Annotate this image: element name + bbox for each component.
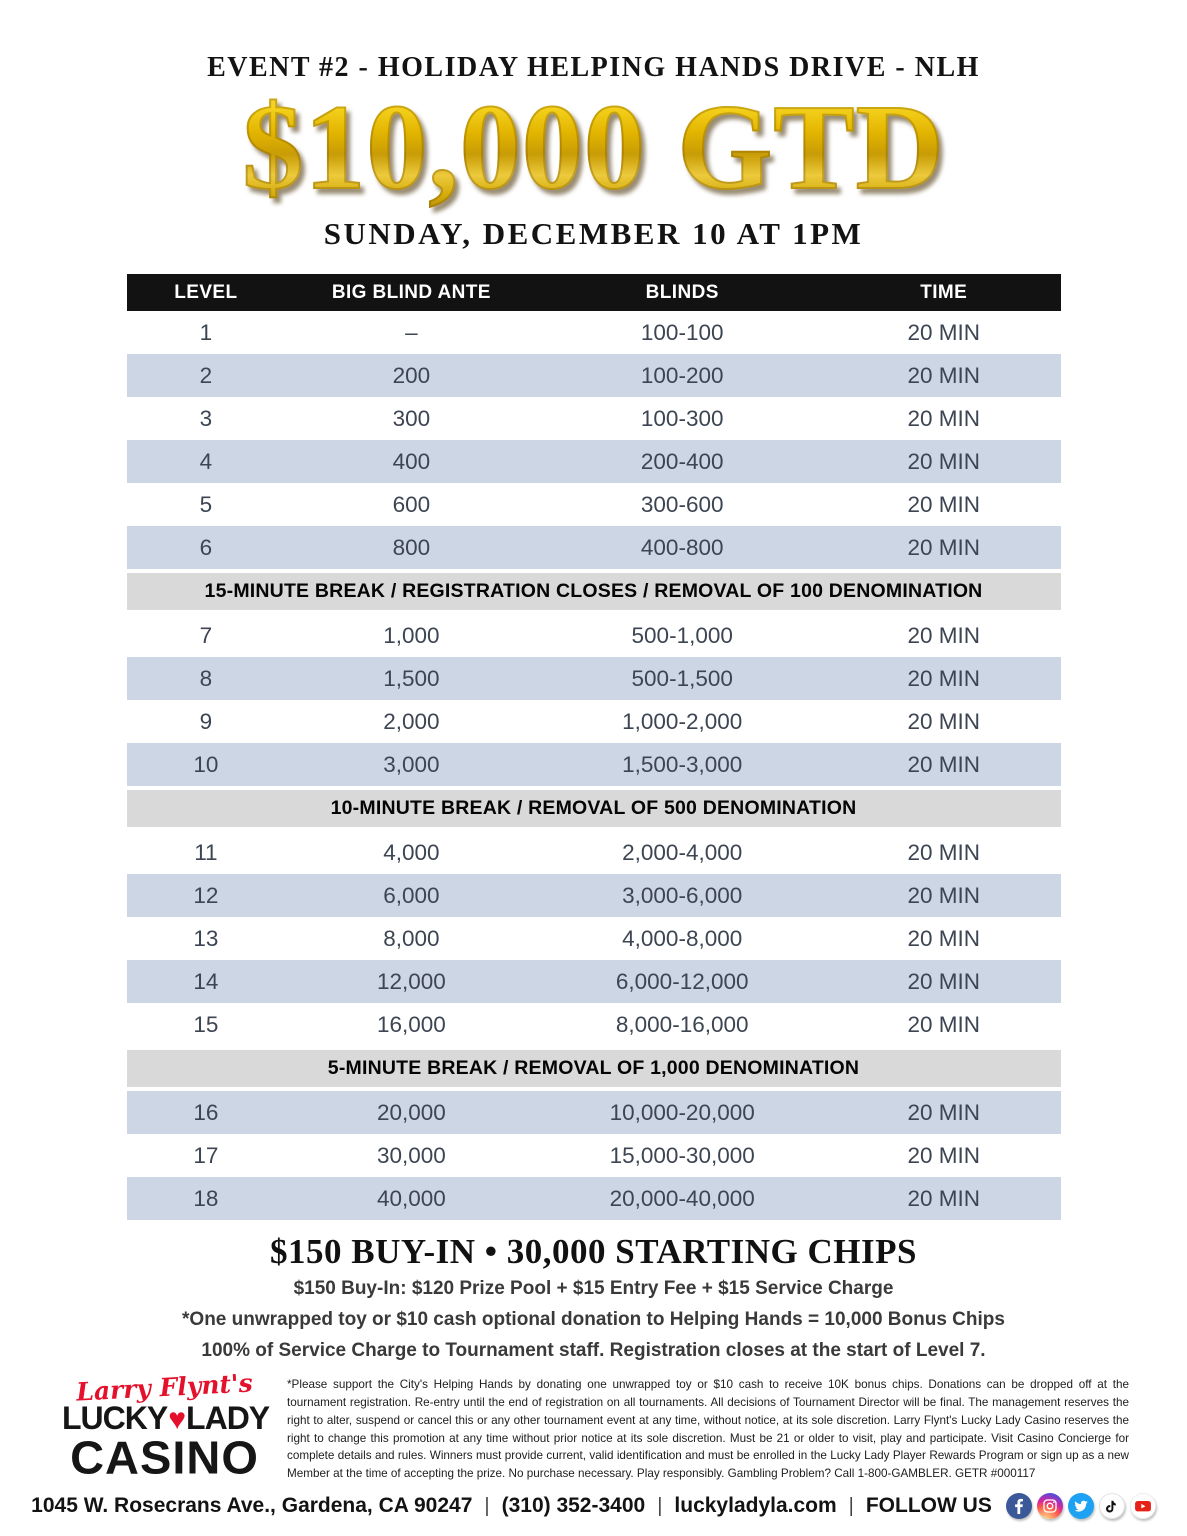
- cell-level: 9: [199, 708, 213, 734]
- table-row: [127, 831, 1061, 874]
- cell-blinds: 4,000-8,000: [622, 925, 743, 951]
- cell-time: 20 MIN: [907, 448, 980, 474]
- cell-blinds: 1,000-2,000: [622, 708, 743, 734]
- guarantee-title: $10,000 GTD: [0, 86, 1187, 210]
- table-row: [127, 1134, 1061, 1177]
- column-header-time: TIME: [920, 281, 968, 303]
- logo-word-casino: CASINO: [70, 1431, 259, 1484]
- cell-time: 20 MIN: [907, 622, 980, 648]
- table-row: [127, 1177, 1061, 1220]
- social-icons: [1006, 1493, 1156, 1519]
- cell-blinds: 100-200: [640, 362, 724, 388]
- table-row: [127, 960, 1061, 1003]
- cell-blinds: 500-1,000: [631, 622, 733, 648]
- casino-logo: [62, 1368, 270, 1484]
- cell-time: 20 MIN: [907, 362, 980, 388]
- cell-time: 20 MIN: [907, 751, 980, 777]
- tiktok-icon[interactable]: [1099, 1493, 1125, 1519]
- twitter-icon[interactable]: [1068, 1493, 1094, 1519]
- table-row: [127, 700, 1061, 743]
- logo-word-lucky: LUCKY: [62, 1400, 168, 1437]
- heart-icon: ♥: [168, 1403, 186, 1437]
- table-row: [127, 526, 1061, 569]
- cell-level: 4: [199, 448, 213, 474]
- logo-script-text: Larry Flynt's: [75, 1368, 254, 1407]
- cell-ante: 6,000: [383, 882, 440, 908]
- cell-blinds: 6,000-12,000: [615, 968, 749, 994]
- cell-ante: 300: [392, 405, 431, 431]
- break-row: 5-MINUTE BREAK / REMOVAL OF 1,000 DENOMINATION: [127, 1050, 1061, 1087]
- cell-blinds: 400-800: [640, 534, 724, 560]
- cell-ante: 2,000: [383, 708, 440, 734]
- cell-time: 20 MIN: [907, 319, 980, 345]
- table-row: [127, 1003, 1061, 1046]
- cell-blinds: 3,000-6,000: [622, 882, 743, 908]
- buyin-breakdown-line: $150 Buy-In: $120 Prize Pool + $15 Entry Fee + $15 Service Charge: [293, 1278, 894, 1300]
- cell-time: 20 MIN: [907, 491, 980, 517]
- cell-level: 10: [193, 751, 219, 777]
- cell-ante: 200: [392, 362, 431, 388]
- table-row: [127, 614, 1061, 657]
- cell-ante: 20,000: [376, 1099, 446, 1125]
- table-row: [127, 874, 1061, 917]
- cell-level: 7: [199, 622, 213, 648]
- cell-blinds: 100-300: [640, 405, 724, 431]
- cell-time: 20 MIN: [907, 882, 980, 908]
- cell-ante: 30,000: [376, 1142, 446, 1168]
- cell-time: 20 MIN: [907, 1142, 980, 1168]
- table-row: [127, 397, 1061, 440]
- cell-level: 13: [193, 925, 219, 951]
- table-row: [127, 311, 1061, 354]
- cell-time: 20 MIN: [907, 1185, 980, 1211]
- cell-level: 3: [199, 405, 213, 431]
- cell-level: 5: [199, 491, 213, 517]
- table-row: [127, 483, 1061, 526]
- cell-ante: 400: [392, 448, 431, 474]
- cell-ante: 16,000: [376, 1011, 446, 1037]
- cell-ante: 40,000: [376, 1185, 446, 1211]
- cell-level: 6: [199, 534, 213, 560]
- cell-blinds: 200-400: [640, 448, 724, 474]
- facebook-icon[interactable]: [1006, 1493, 1032, 1519]
- table-row: [127, 743, 1061, 786]
- website-text: luckyladyla.com: [674, 1494, 837, 1518]
- cell-time: 20 MIN: [907, 665, 980, 691]
- break-row: 15-MINUTE BREAK / REGISTRATION CLOSES / REMOVAL OF 100 DENOMINATION: [127, 573, 1061, 610]
- cell-ante: 1,000: [383, 622, 440, 648]
- cell-ante: 1,500: [383, 665, 440, 691]
- cell-blinds: 2,000-4,000: [622, 839, 743, 865]
- youtube-icon[interactable]: [1130, 1493, 1156, 1519]
- separator: |: [484, 1494, 490, 1517]
- cell-level: 11: [194, 839, 218, 865]
- cell-ante: 3,000: [383, 751, 440, 777]
- cell-level: 14: [193, 968, 219, 994]
- column-header-level: LEVEL: [174, 281, 238, 303]
- table-row: [127, 917, 1061, 960]
- cell-level: 12: [193, 882, 219, 908]
- separator: |: [657, 1494, 663, 1517]
- footer-middle: [62, 1368, 1129, 1484]
- cell-level: 15: [193, 1011, 219, 1037]
- cell-blinds: 15,000-30,000: [609, 1142, 755, 1168]
- column-header-big-blind-ante: BIG BLIND ANTE: [331, 281, 491, 303]
- table-row: [127, 440, 1061, 483]
- separator: |: [848, 1494, 854, 1517]
- cell-ante: 800: [392, 534, 431, 560]
- logo-word-lady: LADY: [186, 1400, 270, 1437]
- cell-time: 20 MIN: [907, 405, 980, 431]
- table-header-row: [127, 274, 1061, 311]
- follow-us-label: FOLLOW US: [865, 1494, 992, 1518]
- cell-time: 20 MIN: [907, 925, 980, 951]
- cell-level: 1: [199, 319, 213, 345]
- phone-text: (310) 352-3400: [501, 1494, 646, 1518]
- cell-blinds: 300-600: [640, 491, 724, 517]
- cell-blinds: 1,500-3,000: [622, 751, 743, 777]
- cell-level: 18: [193, 1185, 219, 1211]
- break-row: 10-MINUTE BREAK / REMOVAL OF 500 DENOMINATION: [127, 790, 1061, 827]
- address-text: 1045 W. Rosecrans Ave., Gardena, CA 90247: [31, 1494, 473, 1518]
- cell-blinds: 100-100: [640, 319, 724, 345]
- cell-blinds: 10,000-20,000: [609, 1099, 755, 1125]
- table-row: [127, 1091, 1061, 1134]
- event-title: EVENT #2 - HOLIDAY HELPING HANDS DRIVE - NLH: [207, 52, 980, 83]
- cell-blinds: 20,000-40,000: [609, 1185, 755, 1211]
- cell-level: 17: [193, 1142, 219, 1168]
- cell-level: 16: [193, 1099, 219, 1125]
- cell-blinds: 500-1,500: [631, 665, 733, 691]
- cell-ante: 4,000: [383, 839, 440, 865]
- buyin-headline: $150 BUY-IN • 30,000 STARTING CHIPS: [270, 1232, 917, 1272]
- cell-time: 20 MIN: [907, 1099, 980, 1125]
- cell-time: 20 MIN: [907, 708, 980, 734]
- column-header-blinds: BLINDS: [645, 281, 719, 303]
- cell-ante: 600: [392, 491, 431, 517]
- blind-structure-table: [127, 274, 1061, 1220]
- date-title: SUNDAY, DECEMBER 10 AT 1PM: [323, 216, 864, 252]
- contact-bar: [0, 1493, 1187, 1519]
- cell-ante: 12,000: [376, 968, 446, 994]
- cell-blinds: 8,000-16,000: [615, 1011, 749, 1037]
- cell-time: 20 MIN: [907, 1011, 980, 1037]
- cell-time: 20 MIN: [907, 968, 980, 994]
- service-charge-line: 100% of Service Charge to Tournament staff. Registration closes at the start of Level 7.: [201, 1340, 986, 1362]
- donation-bonus-line: *One unwrapped toy or $10 cash optional donation to Helping Hands = 10,000 Bonus Chips: [182, 1309, 1005, 1331]
- cell-ante: –: [405, 319, 418, 345]
- instagram-icon[interactable]: [1037, 1493, 1063, 1519]
- table-row: [127, 354, 1061, 397]
- fine-print: *Please support the City's Helping Hands by donating one unwrapped toy or $10 cash to receive 10K bonus chips. Donations can be dropped off at the tournament registration. Re-entry until the end of registration on all tournaments. All decisions of Tournament Director will be final. The management reserves the right to alter, suspend or cancel this or any other tournament event at any time, without notice, at its sole discretion. Larry Flynt's Lucky Lady Casino reserves the right to change this promotion at any time without prior notice at its sole discretion. Must be 21 or older to visit, play and participate. Visit Casino Concierge for complete details and rules. Winners must provide current, valid identification and must be enrolled in the Lucky Lady Player Rewards Program or sign up as a new Member at the time of accepting the prize. No purchase necessary. Play responsibly. Gambling Problem? Call 1-800-GAMBLER. GETR #000117: [287, 1378, 1129, 1481]
- blind-table-body: [127, 311, 1061, 1220]
- table-row: [127, 657, 1061, 700]
- cell-ante: 8,000: [383, 925, 440, 951]
- cell-time: 20 MIN: [907, 534, 980, 560]
- cell-time: 20 MIN: [907, 839, 980, 865]
- cell-level: 8: [199, 665, 213, 691]
- cell-level: 2: [199, 362, 213, 388]
